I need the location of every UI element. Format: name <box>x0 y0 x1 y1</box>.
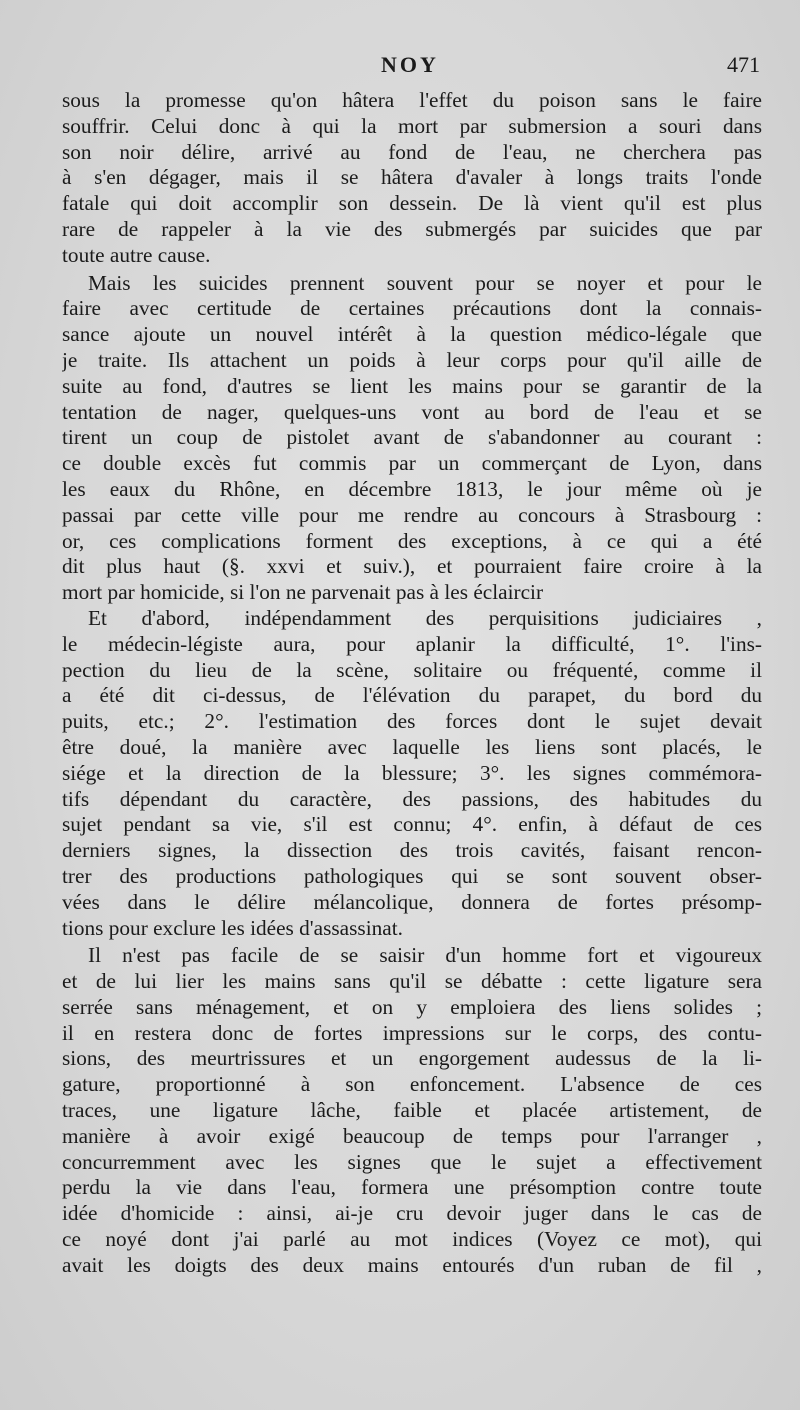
text-line: tions pour exclure les idées d'assassinat. <box>62 915 403 940</box>
text-line: vées dans le délire mélancolique, donnera de fortes présomp- <box>62 889 762 914</box>
paragraph-1 <box>62 88 762 269</box>
text-line: Mais les suicides prennent souvent pour se noyer et pour le <box>88 270 762 295</box>
paragraph-4 <box>62 943 762 1278</box>
text-line: et de lui lier les mains sans qu'il se débatte : cette ligature sera <box>62 969 762 994</box>
text-line: faire avec certitude de certaines précautions dont la connais- <box>62 296 762 321</box>
text-line: à s'en dégager, mais il se hâtera d'avaler à longs traits l'onde <box>62 165 762 190</box>
text-line: Il n'est pas facile de se saisir d'un homme fort et vigoureux <box>88 943 762 968</box>
body-text <box>62 88 762 1279</box>
text-line: manière à avoir exigé beaucoup de temps pour l'arranger , <box>62 1123 762 1148</box>
text-line: or, ces complications forment des exceptions, à ce qui a été <box>62 528 762 553</box>
text-line: sous la promesse qu'on hâtera l'effet du poison sans le faire <box>62 88 762 112</box>
page-header <box>60 52 760 82</box>
text-line: ce double excès fut commis par un commerçant de Lyon, dans <box>62 451 762 476</box>
paragraph-3 <box>62 606 762 941</box>
text-line: souffrir. Celui donc à qui la mort par submersion a souri dans <box>62 113 762 138</box>
text-line: gature, proportionné à son enfoncement. L'absence de ces <box>62 1072 762 1097</box>
text-line: rare de rappeler à la vie des submergés par suicides que par <box>62 216 762 241</box>
paragraph-2 <box>62 271 762 606</box>
text-line: avait les doigts des deux mains entourés d'un ruban de fil , <box>62 1252 762 1277</box>
text-line: derniers signes, la dissection des trois cavités, faisant rencon- <box>62 838 762 863</box>
text-line: pection du lieu de la scène, solitaire ou fréquenté, comme il <box>62 657 762 682</box>
text-line: les eaux du Rhône, en décembre 1813, le jour même où je <box>62 476 762 501</box>
text-line: sujet pendant sa vie, s'il est connu; 4°. enfin, à défaut de ces <box>62 812 762 837</box>
text-line: Et d'abord, indépendamment des perquisitions judiciaires , <box>88 605 762 630</box>
running-title: NOY <box>381 52 439 77</box>
text-line: concurremment avec les signes que le sujet a effectivement <box>62 1149 762 1174</box>
page-number: 471 <box>727 52 760 77</box>
text-line: a été dit ci-dessus, de l'élévation du parapet, du bord du <box>62 683 762 708</box>
text-line: mort par homicide, si l'on ne parvenait pas à les éclaircir <box>62 580 544 605</box>
text-line: tirent un coup de pistolet avant de s'abandonner au courant : <box>62 425 762 450</box>
text-line: être doué, la manière avec laquelle les liens sont placés, le <box>62 734 762 759</box>
text-line: le médecin-légiste aura, pour aplanir la difficulté, 1°. l'ins- <box>62 631 762 656</box>
text-line: tifs dépendant du caractère, des passions, des habitudes du <box>62 786 762 811</box>
text-line: trer des productions pathologiques qui se sont souvent obser- <box>62 863 762 888</box>
text-line: tentation de nager, quelques-uns vont au bord de l'eau et se <box>62 399 762 424</box>
text-line: puits, etc.; 2°. l'estimation des forces dont le sujet devait <box>62 709 762 734</box>
text-line: je traite. Ils attachent un poids à leur corps pour qu'il aille de <box>62 347 762 372</box>
text-line: perdu la vie dans l'eau, formera une présomption contre toute <box>62 1175 762 1200</box>
text-line: toute autre cause. <box>62 242 211 267</box>
text-line: son noir délire, arrivé au fond de l'eau, ne cherchera pas <box>62 139 762 164</box>
text-line: idée d'homicide : ainsi, ai-je cru devoir juger dans le cas de <box>62 1201 762 1226</box>
text-line: ce noyé dont j'ai parlé au mot indices (Voyez ce mot), qui <box>62 1227 762 1252</box>
text-line: sions, des meurtrissures et un engorgement audessus de la li- <box>62 1046 762 1071</box>
text-line: siége et la direction de la blessure; 3°. les signes commémora- <box>62 760 762 785</box>
text-line: suite au fond, d'autres se lient les mains pour se garantir de la <box>62 373 762 398</box>
text-line: serrée sans ménagement, et on y emploiera des liens solides ; <box>62 994 762 1019</box>
text-line: fatale qui doit accomplir son dessein. De là vient qu'il est plus <box>62 191 762 216</box>
text-line: sance ajoute un nouvel intérêt à la question médico-légale que <box>62 322 762 347</box>
text-line: il en restera donc de fortes impressions sur le corps, des contu- <box>62 1020 762 1045</box>
text-line: passai par cette ville pour me rendre au concours à Strasbourg : <box>62 502 762 527</box>
text-line: dit plus haut (§. xxvi et suiv.), et pourraient faire croire à la <box>62 554 762 579</box>
text-line: traces, une ligature lâche, faible et placée artistement, de <box>62 1098 762 1123</box>
